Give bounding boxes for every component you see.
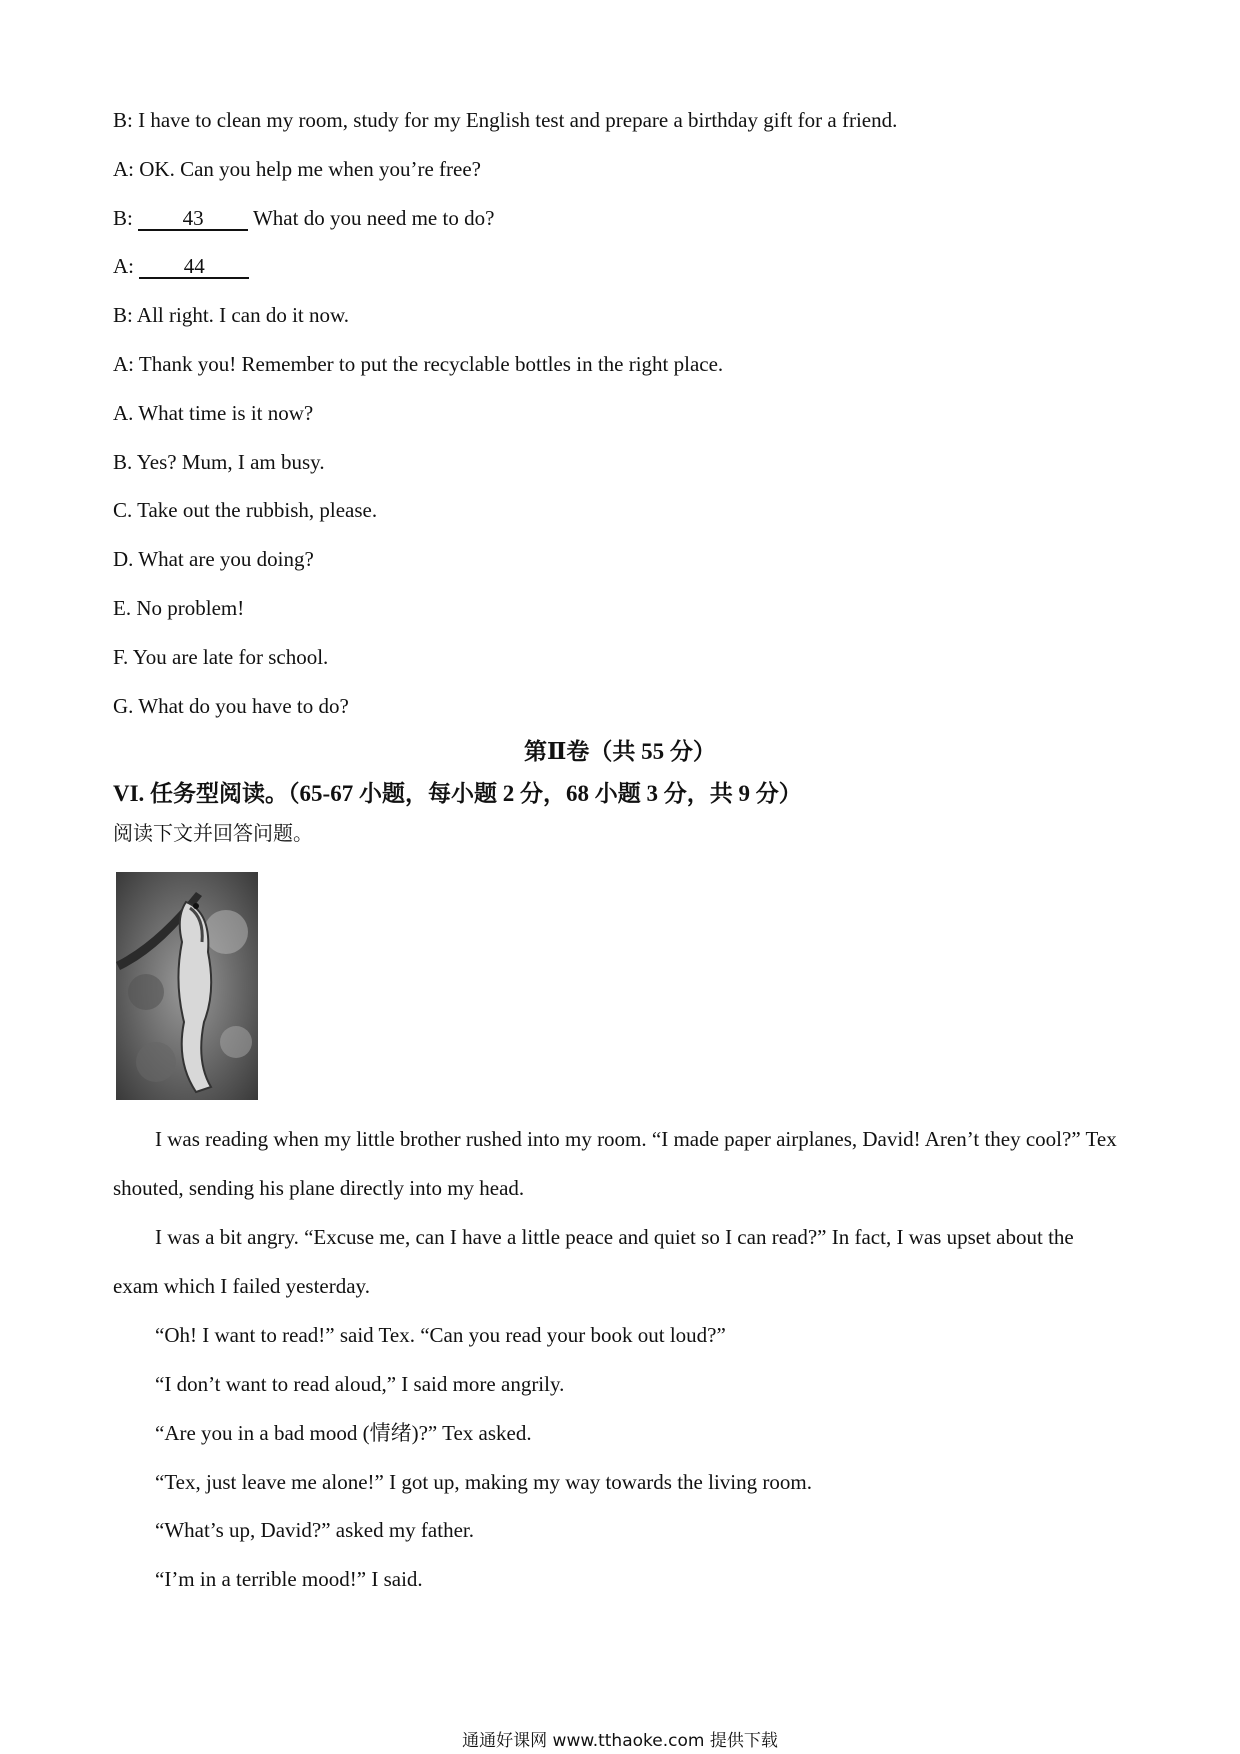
speaker-label: B:: [113, 206, 133, 230]
option-a: A. What time is it now?: [113, 401, 314, 425]
dialogue-text: What do you need me to do?: [252, 206, 495, 230]
story-paragraph-1: I was reading when my little brother rushed into my room. “I made paper airplanes, David! Aren’t they cool?” Tex shouted, sending his plane directly into my head.: [113, 1127, 1117, 1200]
story-paragraph-7: “What’s up, David?” asked my father.: [155, 1518, 474, 1542]
option-b: B. Yes? Mum, I am busy.: [113, 450, 325, 474]
option-e: E. No problem!: [113, 596, 245, 620]
speaker-label: A:: [113, 254, 134, 278]
story-paragraph-6: “Tex, just leave me alone!” I got up, making my way towards the living room.: [155, 1470, 812, 1494]
dialogue-line-6: A: Thank you! Remember to put the recyclable bottles in the right place.: [113, 352, 724, 376]
blank-43: 43: [138, 207, 248, 231]
reading-instruction: 阅读下文并回答问题。: [113, 821, 313, 845]
option-c: C. Take out the rubbish, please.: [113, 498, 378, 522]
story-paragraph-8: “I’m in a terrible mood!” I said.: [155, 1567, 423, 1591]
dialogue-line-1: B: I have to clean my room, study for my English test and prepare a birthday gift for a friend.: [113, 108, 898, 132]
section-heading: VI. 任务型阅读。（65-67 小题，每小题 2 分，68 小题 3 分，共 9 分）: [113, 781, 802, 806]
option-g: G. What do you have to do?: [113, 694, 349, 718]
dialogue-line-2: A: OK. Can you help me when you’re free?: [113, 157, 481, 181]
option-d: D. What are you doing?: [113, 547, 314, 571]
story-paragraph-2: I was a bit angry. “Excuse me, can I have a little peace and quiet so I can read?” In fact, I was upset about the exam which I failed yesterday.: [113, 1225, 1074, 1298]
dialogue-line-5: B: All right. I can do it now.: [113, 303, 350, 327]
page-footer: 通通好课网 www.tthaoke.com 提供下载: [462, 1731, 778, 1751]
story-paragraph-3: “Oh! I want to read!” said Tex. “Can you read your book out loud?”: [155, 1323, 726, 1347]
squirrel-photo: [116, 872, 258, 1100]
story-paragraph-5: “Are you in a bad mood (情绪)?” Tex asked.: [155, 1421, 532, 1445]
blank-44: 44: [139, 255, 249, 279]
dialogue-line-4: [113, 253, 249, 279]
option-f: F. You are late for school.: [113, 645, 329, 669]
dialogue-line-3: [113, 205, 494, 231]
section-title: 第Ⅱ卷（共 55 分）: [524, 739, 716, 764]
story-paragraph-4: “I don’t want to read aloud,” I said more angrily.: [155, 1372, 565, 1396]
